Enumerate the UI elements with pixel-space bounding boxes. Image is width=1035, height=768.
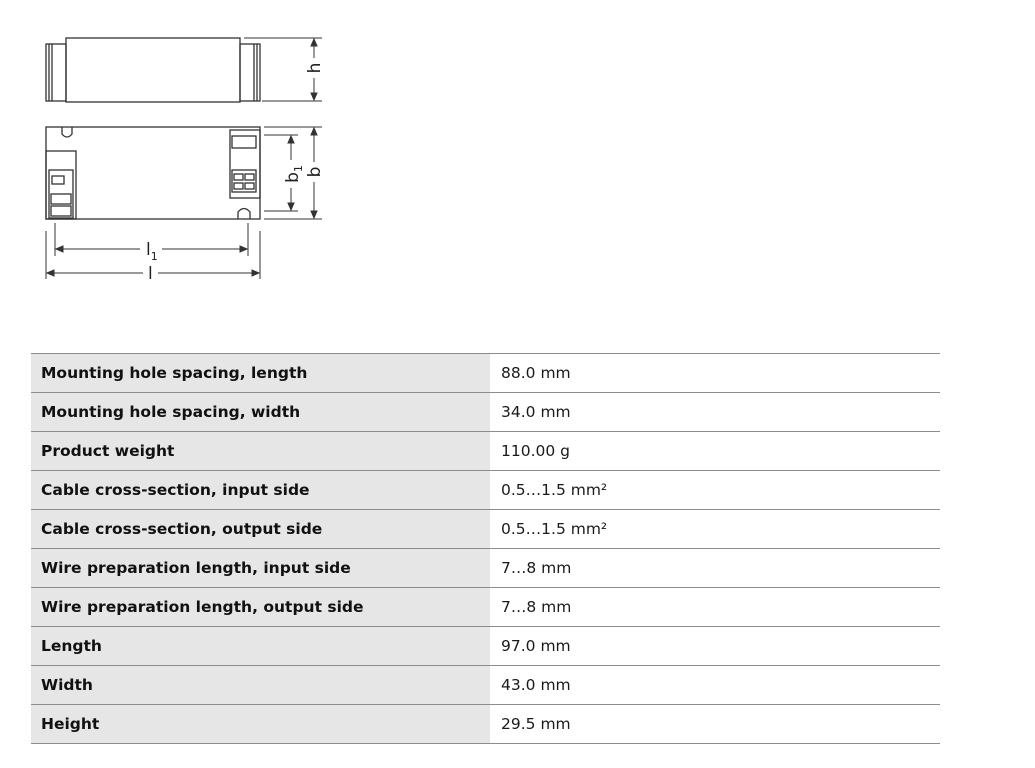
dim-label-l1: $l_1$ xyxy=(146,240,158,263)
spec-label: Length xyxy=(31,627,490,666)
table-row xyxy=(31,588,940,627)
specifications-table xyxy=(31,353,940,744)
table-row xyxy=(31,627,940,666)
spec-label: Mounting hole spacing, width xyxy=(31,393,490,432)
table-row xyxy=(31,549,940,588)
dim-label-h: h xyxy=(305,62,325,74)
spec-value: 97.0 mm xyxy=(490,627,940,666)
spec-value: 88.0 mm xyxy=(490,354,940,393)
table-row xyxy=(31,705,940,744)
spec-label: Cable cross-section, output side xyxy=(31,510,490,549)
spec-label: Cable cross-section, input side xyxy=(31,471,490,510)
spec-value: 7…8 mm xyxy=(490,588,940,627)
dimension-drawing xyxy=(0,0,360,300)
table-row xyxy=(31,666,940,705)
table-row xyxy=(31,393,940,432)
table-row xyxy=(31,354,940,393)
table-row xyxy=(31,510,940,549)
spec-value: 0.5…1.5 mm² xyxy=(490,471,940,510)
spec-label: Width xyxy=(31,666,490,705)
dim-label-l: l xyxy=(148,264,153,284)
side-view xyxy=(46,38,260,102)
dim-label-b1: $b_1$ xyxy=(283,165,305,183)
spec-label: Wire preparation length, input side xyxy=(31,549,490,588)
spec-value: 29.5 mm xyxy=(490,705,940,744)
dim-label-b: b xyxy=(305,166,325,178)
table-row xyxy=(31,471,940,510)
spec-label: Mounting hole spacing, length xyxy=(31,354,490,393)
spec-label: Wire preparation length, output side xyxy=(31,588,490,627)
spec-value: 34.0 mm xyxy=(490,393,940,432)
top-view xyxy=(46,127,260,219)
spec-label: Product weight xyxy=(31,432,490,471)
spec-label: Height xyxy=(31,705,490,744)
spec-value: 110.00 g xyxy=(490,432,940,471)
spec-value: 7…8 mm xyxy=(490,549,940,588)
spec-value: 43.0 mm xyxy=(490,666,940,705)
table-row xyxy=(31,432,940,471)
spec-value: 0.5…1.5 mm² xyxy=(490,510,940,549)
